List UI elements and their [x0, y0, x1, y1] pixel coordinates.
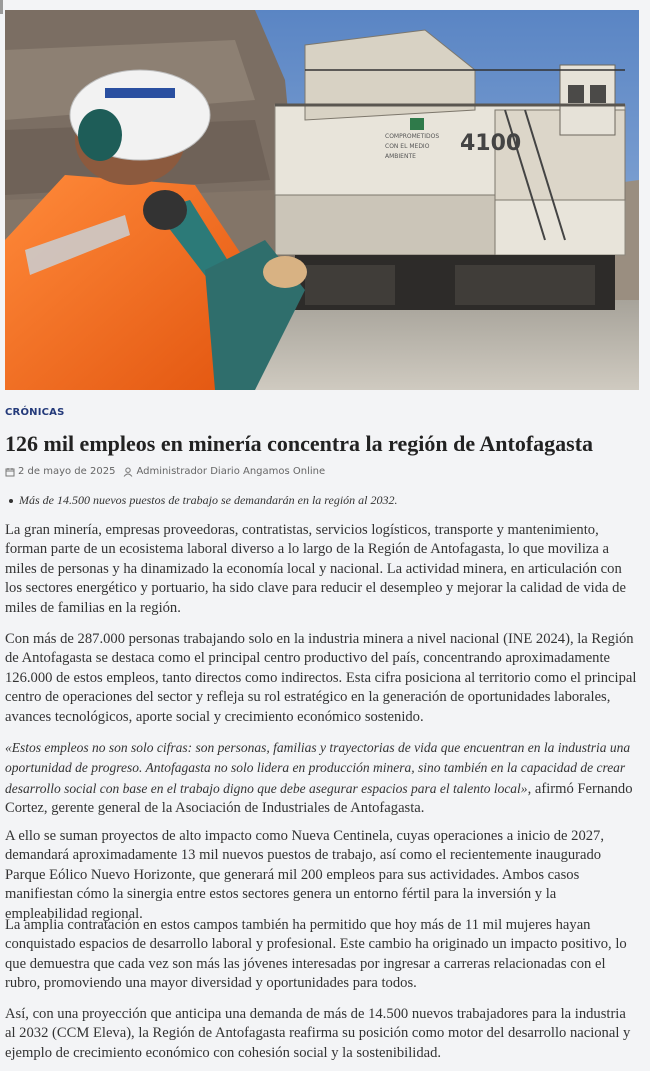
paragraph-5: Así, con una proyección que anticipa una demanda de más de 14.500 nuevos trabajadores para la industria al 2032 (CCM Eleva), la Región de Antofagasta reafirma su posición como motor del desarrollo nacional y ejemplo de crecimiento económico con cohesión social y la sostenibilidad. — [5, 1006, 631, 1061]
quote-paragraph — [5, 738, 637, 819]
category-label[interactable]: CRÓNICAS — [5, 407, 65, 418]
mining-photo — [5, 10, 639, 390]
article-meta — [5, 466, 325, 477]
top-left-rule — [0, 0, 3, 14]
summary-list — [5, 493, 398, 508]
truck-text-3: AMBIENTE — [385, 153, 416, 160]
user-icon — [123, 467, 133, 477]
quote-attribution: , afirmó Fernando Cortez, gerente general de la Asociación de Industriales de Antofagasta. — [5, 780, 633, 817]
hero-image — [5, 10, 639, 390]
summary-item: Más de 14.500 nuevos puestos de trabajo se demandarán en la región al 2032. — [5, 493, 398, 508]
paragraph-4: La amplia contratación en estos campos también ha permitido que hoy más de 11 mil mujeres hayan conquistado espacios de desarrollo laboral y profesional. Este cambio ha originado un impacto positivo, lo que demuestra que cada vez son más las jóvenes interesadas por ingresar a carreras relacionadas con el rubro, promoviendo una mayor diversidad y oportunidades para todos. — [5, 917, 627, 992]
paragraph-1: La gran minería, empresas proveedoras, contratistas, servicios logísticos, transporte y mantenimiento, forman parte de un ecosistema laboral diverso a lo largo de la Región de Antofagasta, lo que moviliza a miles de personas y ha dinamizado la economía local y nacional. La actividad minera, en articulación con los sectores energético y portuario, ha sido clave para reducir el desempleo y mejorar la calidad de vida de miles de familias en la región. — [5, 522, 626, 616]
article-author[interactable]: Administrador Diario Angamos Online — [136, 466, 326, 477]
calendar-icon — [5, 467, 15, 477]
paragraph-2: Con más de 287.000 personas trabajando solo en la industria minera a nivel nacional (INE 2024), la Región de Antofagasta se destaca como el principal centro productivo del país, concentrando aproximadamente 126.000 de estos empleos, tanto directos como indirectos. Esta cifra posiciona al territorio como el principal centro de operaciones del sector y refleja su rol estratégico en la generación de oportunidades laborales, avances tecnológicos, aporte social y crecimiento económico sostenido. — [5, 631, 637, 725]
truck-number: 4100 — [460, 131, 522, 156]
quote-text: «Estos empleos no son solo cifras: son personas, familias y trayectorias de vida que encuentran en la industria una oportunidad de progreso. Antofagasta no solo lidera en producción minera, sino también en la capacidad de crear desarrollo social con base en el trabajo digno que debe asegurar espacios para el talento local» — [5, 740, 631, 796]
paragraph-3: A ello se suman proyectos de alto impacto como Nueva Centinela, cuyas operaciones a inicio de 2027, demandará aproximadamente 13 mil nuevos puestos de trabajo, así como el recientemente inaugurado Parque Eólico Nuevo Horizonte, que generará mil 200 empleos para sus actividades. Ambos casos manifiestan cómo la sinergia entre estos sectores genera un entorno fértil para la inversión y la empleabilidad regional. — [5, 828, 604, 922]
article-date: 2 de mayo de 2025 — [18, 466, 116, 477]
mining-truck — [275, 30, 625, 310]
truck-text-1: COMPROMETIDOS — [385, 133, 440, 140]
article-title: 126 mil empleos en minería concentra la región de Antofagasta — [5, 431, 594, 456]
truck-text-2: CON EL MEDIO — [385, 143, 430, 150]
